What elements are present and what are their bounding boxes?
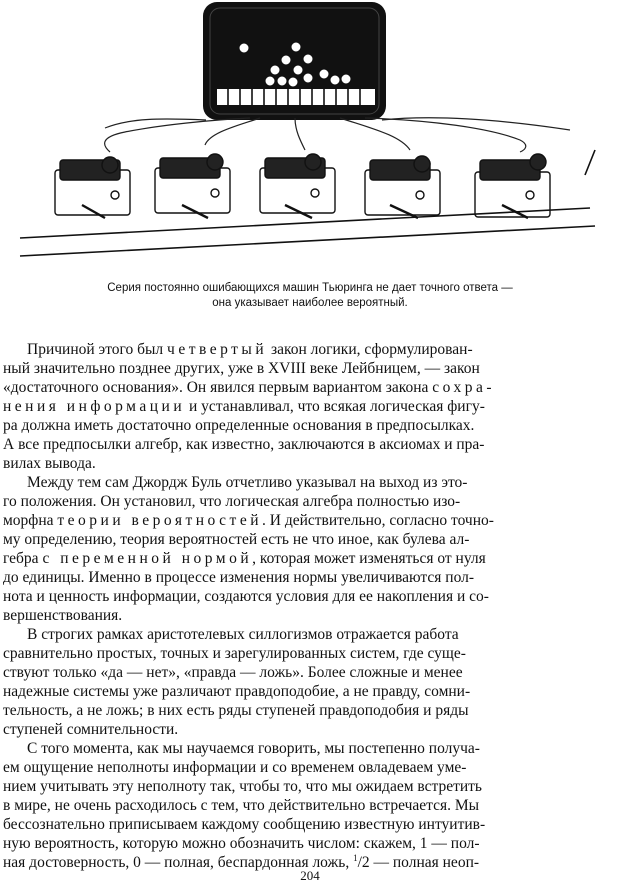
figure-caption [20, 281, 600, 311]
spaced-emphasis: теории вероятностей [57, 512, 262, 529]
text-line [27, 473, 613, 492]
spaced-emphasis: нения информации [3, 398, 186, 415]
text-line [3, 397, 613, 416]
text-segment: ствуют только «да — нет», «правда — ложь». Более сложные и менее [3, 664, 463, 681]
text-segment: в мире, не очень расходилось с тем, что действительно встречается. Мы [3, 797, 480, 814]
text-line [3, 644, 613, 663]
text-segment: ную вероятность, которую можно обозначить числом: скажем, 1 — пол- [3, 835, 480, 852]
text-line [3, 454, 613, 473]
turing-machines [55, 154, 550, 218]
text-segment: до единицы. Именно в процессе изменения нормы увеличиваются пол- [3, 569, 475, 586]
text-line [27, 739, 613, 758]
text-segment: нием учитывать эту неполноту так, чтобы то, что мы ожидаем встретить [3, 778, 483, 795]
text-segment: /2 — полная неоп- [357, 854, 480, 871]
machine-4 [365, 156, 440, 218]
page-number: 204 [300, 868, 320, 883]
text-segment: нота и ценность информации, создаются условия для ее накопления и со- [3, 588, 489, 605]
text-segment: морфна [3, 512, 58, 529]
text-segment: ный значительно позднее других, уже в XVIII веке Лейбницем, — закон [3, 360, 480, 377]
turing-machines-illustration [10, 0, 610, 275]
text-line [3, 587, 613, 606]
text-segment: С того момента, как мы научаемся говорить, мы постепенно получа- [27, 740, 480, 757]
text-line [3, 511, 613, 530]
caption-line-2: она указывает наиболее вероятный. [212, 297, 408, 309]
text-segment: «достаточного основания». Он явился первым вариантом закона [3, 379, 433, 396]
text-line [3, 720, 613, 739]
machine-3 [260, 154, 335, 218]
text-segment: Между тем сам Джордж Буль отчетливо указывал на выход из это- [27, 474, 468, 491]
text-segment: В строгих рамках аристотелевых силлогизмов отражается работа [27, 626, 459, 643]
text-segment: сравнительно простых, точных и зарегулированных систем, где суще- [3, 645, 466, 662]
text-segment: вилах вывода. [3, 455, 96, 472]
text-segment: ная достоверность, 0 — полная, беспардонная ложь, [3, 854, 354, 871]
text-line [3, 359, 613, 378]
text-line [3, 530, 613, 549]
text-line [3, 701, 613, 720]
text-line [27, 625, 613, 644]
text-segment: вершенствования. [3, 607, 123, 624]
wires [105, 118, 570, 152]
text-line [3, 834, 613, 853]
display-board [203, 2, 386, 120]
text-segment: ра должна иметь достаточно определенные основания в предпосылках. [3, 417, 475, 434]
text-segment: и устанавливал, что всякая логическая фигу- [185, 398, 485, 415]
text-segment: надежные системы уже различают правдоподобие, а не правду, сомни- [3, 683, 471, 700]
text-line [3, 796, 613, 815]
caption-line-1: Серия постоянно ошибающихся машин Тьюринга не дает точного ответа — [107, 282, 513, 294]
text-segment: 1 [353, 852, 358, 863]
text-segment: А все предпосылки алгебр, как известно, заключаются в аксиомах и пра- [3, 436, 485, 453]
text-segment: го положения. Он установил, что логическая алгебра полностью изо- [3, 493, 461, 510]
text-segment: . И действительно, согласно точно- [262, 512, 494, 529]
spaced-emphasis: четвертый [167, 341, 268, 358]
text-line [3, 682, 613, 701]
text-line [3, 416, 613, 435]
text-segment: гебра [3, 550, 43, 567]
text-line [3, 378, 613, 397]
text-line [3, 435, 613, 454]
text-line [3, 815, 613, 834]
text-line [3, 758, 613, 777]
text-line [3, 549, 613, 568]
text-segment: ступеней сомнительности. [3, 721, 179, 738]
text-segment: тельность, а не ложь; в них есть ряды ступеней правдоподобия и ряды [3, 702, 469, 719]
text-line [3, 777, 613, 796]
spaced-emphasis: сохра- [432, 379, 496, 396]
text-line [3, 492, 613, 511]
machine-5 [475, 154, 550, 218]
text-line [27, 340, 613, 359]
text-segment: Причиной этого был [27, 341, 168, 358]
text-line [3, 663, 613, 682]
text-line [3, 606, 613, 625]
machine-2 [155, 154, 230, 218]
text-segment: бессознательно приписываем каждому сообщению известную интуитив- [3, 816, 486, 833]
spaced-emphasis: с переменной нормой [42, 550, 253, 567]
text-segment: , которая может изменяться от нуля [252, 550, 486, 567]
text-segment: закон логики, сформулирован- [267, 341, 473, 358]
text-line [3, 568, 613, 587]
text-segment: ем ощущение неполноты информации и со временем овладеваем уме- [3, 759, 467, 776]
machine-1 [55, 157, 130, 218]
text-segment: му определению, теория вероятностей есть не что иное, как булева ал- [3, 531, 470, 548]
